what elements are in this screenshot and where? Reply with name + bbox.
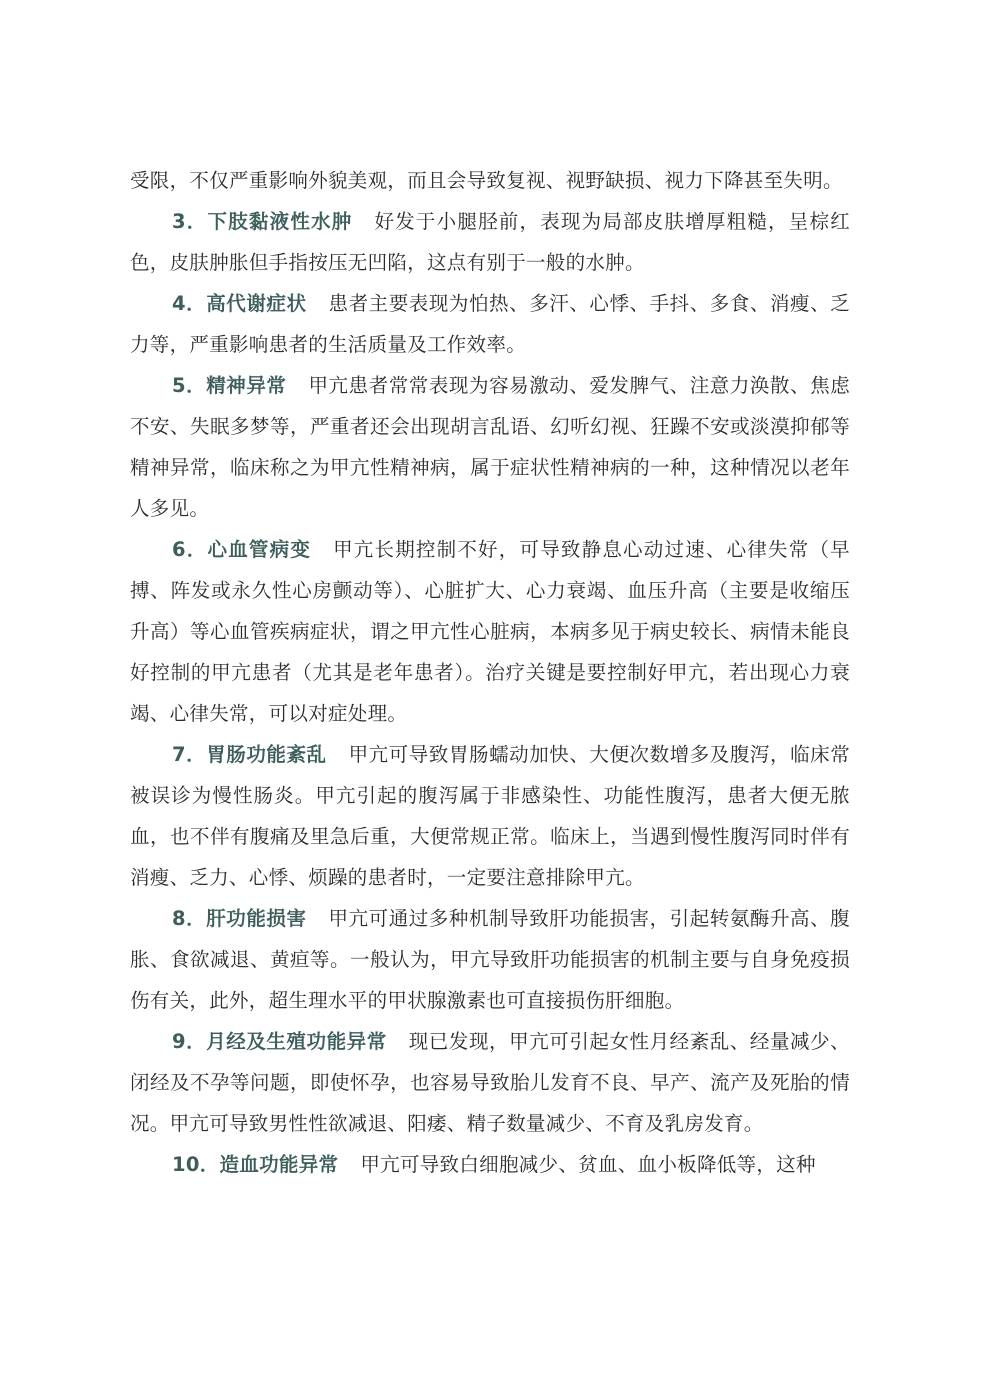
document-page [130, 160, 850, 1185]
item-body: 好发于小腿胫前，表现为局部皮肤增厚粗糙，呈棕红色，皮肤肿胀但手指按压无凹陷，这点有别于一般的水肿。 [130, 210, 850, 274]
item-heading: 7．胃肠功能紊乱 [172, 743, 327, 766]
item-heading: 9．月经及生殖功能异常 [172, 1030, 387, 1053]
item-paragraph [130, 1021, 850, 1144]
continuation-paragraph: 受限，不仅严重影响外貌美观，而且会导致复视、视野缺损、视力下降甚至失明。 [130, 169, 843, 192]
item-heading: 4．高代谢症状 [172, 292, 307, 315]
item-body: 患者主要表现为怕热、多汗、心悸、手抖、多食、消瘦、乏力等，严重影响患者的生活质量及工作效率。 [130, 292, 850, 356]
item-heading: 10．造血功能异常 [172, 1153, 339, 1176]
item-body: 甲亢长期控制不好，可导致静息心动过速、心律失常（早搏、阵发或永久性心房颤动等）、心脏扩大、心力衰竭、血压升高（主要是收缩压升高）等心血管疾病症状，谓之甲亢性心脏病，本病多见于病史较长、病情未能良好控制的甲亢患者（尤其是老年患者）。治疗关键是要控制好甲亢，若出现心力衰竭、心律失常，可以对症处理。 [130, 538, 850, 725]
item-body: 甲亢可导致白细胞减少、贫血、血小板降低等，这种 [360, 1153, 816, 1176]
item-body: 甲亢患者常常表现为容易激动、爱发脾气、注意力涣散、焦虑不安、失眠多梦等，严重者还会出现胡言乱语、幻听幻视、狂躁不安或淡漠抑郁等精神异常，临床称之为甲亢性精神病，属于症状性精神病的一种，这种情况以老年人多见。 [130, 374, 850, 520]
item-paragraph [130, 734, 850, 898]
item-paragraph [130, 529, 850, 734]
item-heading: 8．肝功能损害 [172, 907, 307, 930]
item-heading: 3．下肢黏液性水肿 [172, 210, 353, 233]
item-paragraph [130, 898, 850, 1021]
item-body: 甲亢可通过多种机制导致肝功能损害，引起转氨酶升高、腹胀、食欲减退、黄疸等。一般认为，甲亢导致肝功能损害的机制主要与自身免疫损伤有关，此外，超生理水平的甲状腺激素也可直接损伤肝细胞。 [130, 907, 850, 1012]
item-paragraph [130, 365, 850, 529]
item-paragraph [130, 201, 850, 283]
item-body: 甲亢可导致胃肠蠕动加快、大便次数增多及腹泻，临床常被误诊为慢性肠炎。甲亢引起的腹泻属于非感染性、功能性腹泻，患者大便无脓血，也不伴有腹痛及里急后重，大便常规正常。临床上，当遇到慢性腹泻同时伴有消瘦、乏力、心悸、烦躁的患者时，一定要注意排除甲亢。 [130, 743, 850, 889]
item-paragraph [130, 283, 850, 365]
item-paragraph [130, 1144, 850, 1185]
item-heading: 5．精神异常 [172, 374, 287, 397]
item-heading: 6．心血管病变 [172, 538, 312, 561]
item-body: 现已发现，甲亢可引起女性月经紊乱、经量减少、闭经及不孕等问题，即使怀孕，也容易导致胎儿发育不良、早产、流产及死胎的情况。甲亢可导致男性性欲减退、阳痿、精子数量减少、不育及乳房发育。 [130, 1030, 850, 1135]
